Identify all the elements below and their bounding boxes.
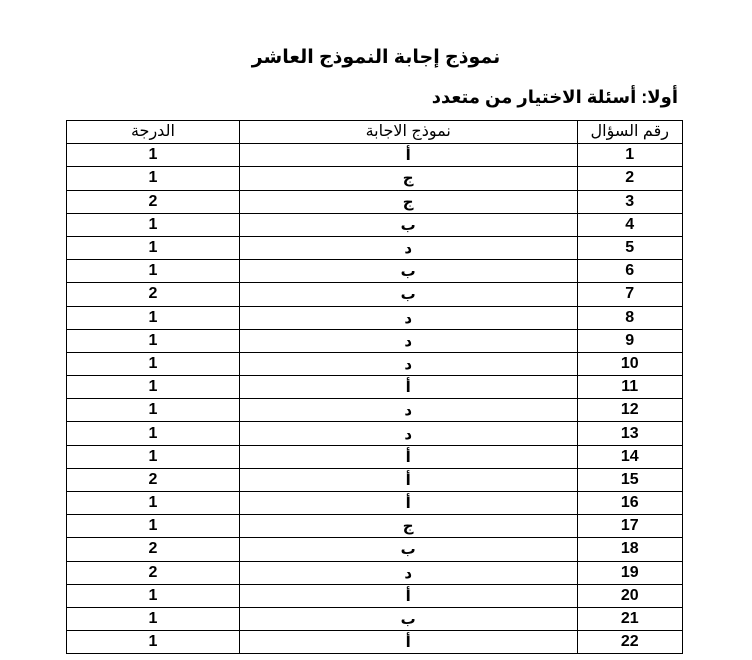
cell-answer: د (239, 422, 577, 445)
cell-question-number: 14 (577, 445, 683, 468)
cell-answer: د (239, 306, 577, 329)
cell-answer: ج (239, 167, 577, 190)
cell-grade: 1 (67, 260, 240, 283)
cell-question-number: 11 (577, 376, 683, 399)
cell-question-number: 5 (577, 236, 683, 259)
cell-question-number: 2 (577, 167, 683, 190)
cell-grade: 1 (67, 515, 240, 538)
table-row (67, 329, 683, 352)
table-row (67, 538, 683, 561)
table-row (67, 376, 683, 399)
cell-answer: أ (239, 492, 577, 515)
cell-grade: 1 (67, 399, 240, 422)
table-row (67, 144, 683, 167)
table-row (67, 399, 683, 422)
table-row (67, 422, 683, 445)
table-row (67, 445, 683, 468)
cell-question-number: 20 (577, 584, 683, 607)
cell-question-number: 12 (577, 399, 683, 422)
cell-answer: أ (239, 445, 577, 468)
cell-answer: أ (239, 468, 577, 491)
cell-question-number: 16 (577, 492, 683, 515)
cell-grade: 1 (67, 445, 240, 468)
cell-question-number: 18 (577, 538, 683, 561)
cell-grade: 1 (67, 376, 240, 399)
cell-question-number: 19 (577, 561, 683, 584)
table-row (67, 236, 683, 259)
table-row (67, 213, 683, 236)
cell-answer: د (239, 329, 577, 352)
page-title: نموذج إجابة النموذج العاشر (251, 47, 501, 68)
table-row (67, 584, 683, 607)
cell-grade: 1 (67, 492, 240, 515)
table-row (67, 306, 683, 329)
cell-question-number: 7 (577, 283, 683, 306)
cell-question-number: 4 (577, 213, 683, 236)
table-row (67, 468, 683, 491)
table-row (67, 190, 683, 213)
cell-grade: 2 (67, 283, 240, 306)
table-header-row (67, 121, 683, 144)
cell-question-number: 22 (577, 631, 683, 654)
header-answer-key: نموذج الاجابة (239, 121, 577, 144)
cell-answer: ج (239, 190, 577, 213)
cell-answer: أ (239, 376, 577, 399)
table-row (67, 492, 683, 515)
cell-answer: أ (239, 144, 577, 167)
cell-answer: ب (239, 607, 577, 630)
cell-question-number: 6 (577, 260, 683, 283)
cell-grade: 1 (67, 329, 240, 352)
cell-answer: د (239, 352, 577, 375)
table-row (67, 631, 683, 654)
cell-grade: 2 (67, 190, 240, 213)
table-row (67, 561, 683, 584)
cell-answer: ب (239, 213, 577, 236)
cell-grade: 2 (67, 538, 240, 561)
cell-grade: 1 (67, 306, 240, 329)
cell-question-number: 21 (577, 607, 683, 630)
header-grade: الدرجة (67, 121, 240, 144)
cell-question-number: 17 (577, 515, 683, 538)
cell-grade: 1 (67, 631, 240, 654)
cell-grade: 1 (67, 584, 240, 607)
cell-question-number: 3 (577, 190, 683, 213)
cell-grade: 1 (67, 422, 240, 445)
cell-grade: 1 (67, 352, 240, 375)
cell-answer: أ (239, 631, 577, 654)
cell-answer: ج (239, 515, 577, 538)
cell-grade: 1 (67, 167, 240, 190)
cell-question-number: 9 (577, 329, 683, 352)
cell-grade: 1 (67, 213, 240, 236)
cell-answer: د (239, 236, 577, 259)
cell-answer: ب (239, 538, 577, 561)
cell-answer: د (239, 399, 577, 422)
answer-key-table (66, 120, 683, 654)
table-row (67, 607, 683, 630)
section-heading: أولا: أسئلة الاختيار من متعدد (431, 87, 678, 107)
table-body (67, 144, 683, 654)
cell-question-number: 1 (577, 144, 683, 167)
cell-grade: 1 (67, 607, 240, 630)
cell-question-number: 10 (577, 352, 683, 375)
cell-question-number: 13 (577, 422, 683, 445)
cell-answer: أ (239, 584, 577, 607)
cell-grade: 1 (67, 144, 240, 167)
cell-question-number: 15 (577, 468, 683, 491)
table-row (67, 167, 683, 190)
table-row (67, 352, 683, 375)
table-row (67, 283, 683, 306)
table-row (67, 260, 683, 283)
cell-grade: 2 (67, 561, 240, 584)
cell-question-number: 8 (577, 306, 683, 329)
cell-answer: د (239, 561, 577, 584)
header-question-number: رقم السؤال (577, 121, 683, 144)
cell-answer: ب (239, 260, 577, 283)
cell-answer: ب (239, 283, 577, 306)
table-row (67, 515, 683, 538)
cell-grade: 1 (67, 236, 240, 259)
cell-grade: 2 (67, 468, 240, 491)
